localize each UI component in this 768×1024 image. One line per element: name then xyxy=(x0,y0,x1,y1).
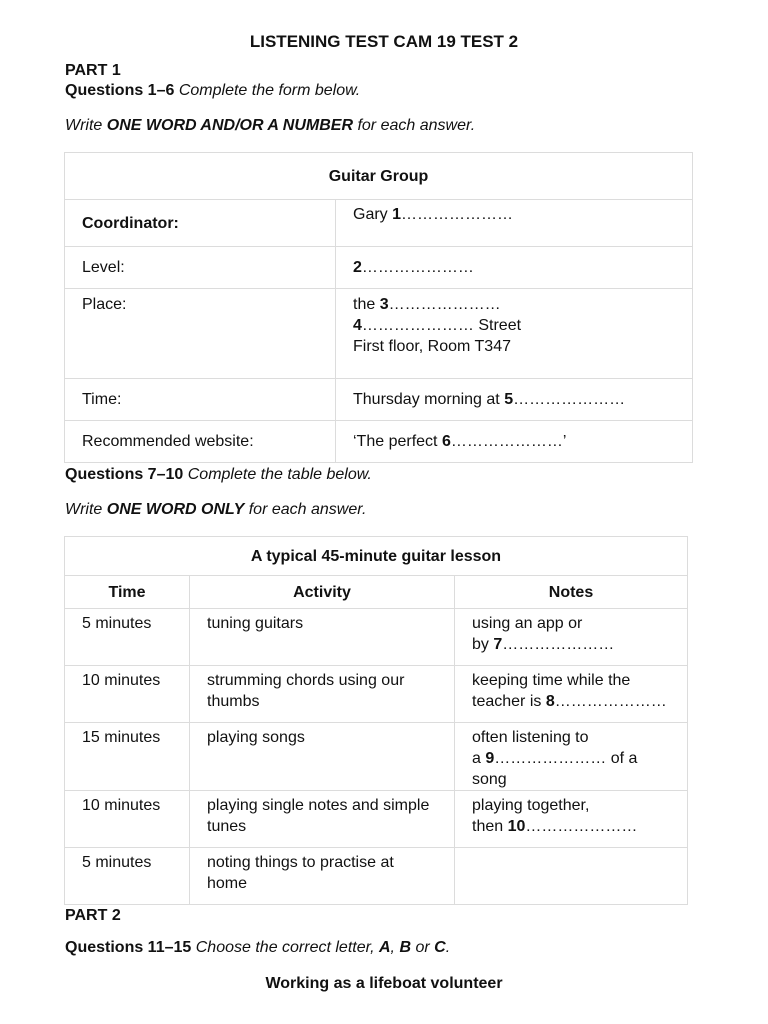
row-time: 10 minutes xyxy=(65,791,190,848)
part2-heading: PART 2 xyxy=(65,907,121,924)
column-header-notes: Notes xyxy=(455,576,688,609)
row-activity: playing single notes and simple tunes xyxy=(190,791,455,848)
row-activity: strumming chords using our thumbs xyxy=(190,666,455,723)
q11-15-instruction xyxy=(65,939,450,957)
value-text: the xyxy=(353,296,380,313)
question-number: 8 xyxy=(545,693,555,710)
write-post: for each answer. xyxy=(357,117,476,134)
row-time: 10 minutes xyxy=(65,666,190,723)
table-row xyxy=(65,723,688,791)
answer-blank: ………………… xyxy=(502,636,615,653)
row-notes xyxy=(455,848,688,905)
guitar-group-form xyxy=(64,152,693,463)
form-label: Level: xyxy=(65,247,336,289)
q11-15-label: Questions 11–15 xyxy=(65,939,192,956)
lesson-heading-row xyxy=(65,537,688,576)
q7-10-instruction xyxy=(65,466,372,484)
row-time: 5 minutes xyxy=(65,609,190,666)
guitar-lesson-table xyxy=(64,536,688,905)
form-value xyxy=(336,379,693,421)
answer-blank: ………………… xyxy=(401,206,514,223)
row-notes xyxy=(455,791,688,848)
value-text: Thursday morning at xyxy=(353,391,505,408)
write-post: for each answer. xyxy=(248,501,367,518)
notes-line-1: keeping time while the xyxy=(472,672,631,689)
answer-blank: ………………… xyxy=(525,818,638,835)
q1-6-label: Questions 1–6 xyxy=(65,82,175,99)
row-activity: playing songs xyxy=(190,723,455,791)
form-value xyxy=(336,200,693,247)
form-row-level xyxy=(65,247,693,289)
form-value xyxy=(336,421,693,463)
form-heading-row xyxy=(65,153,693,200)
notes-line-2 xyxy=(472,816,670,837)
q1-6-text: Complete the form below. xyxy=(178,82,361,99)
q7-10-label: Questions 7–10 xyxy=(65,466,184,483)
lesson-heading: A typical 45-minute guitar lesson xyxy=(65,537,688,576)
notes-text: of a song xyxy=(472,750,638,788)
q1-6-write-instruction xyxy=(65,117,475,135)
page-title: LISTENING TEST CAM 19 TEST 2 xyxy=(249,32,519,51)
write-bold: ONE WORD ONLY xyxy=(106,501,245,518)
separator: , xyxy=(390,939,395,956)
form-row-time xyxy=(65,379,693,421)
value-text: ‘The perfect xyxy=(353,433,442,450)
q7-10-write-instruction xyxy=(65,501,366,519)
form-value xyxy=(336,247,693,289)
question-number: 9 xyxy=(485,750,495,767)
row-notes xyxy=(455,723,688,791)
q7-10-text: Complete the table below. xyxy=(187,466,372,483)
answer-blank: ………………… xyxy=(450,433,563,450)
notes-line-1: often listening to xyxy=(472,729,589,746)
notes-line-1: using an app or xyxy=(472,615,583,632)
q1-6-instruction xyxy=(65,82,360,100)
place-line-2 xyxy=(353,315,675,336)
lesson-column-headers xyxy=(65,576,688,609)
table-row xyxy=(65,848,688,905)
value-text: Street xyxy=(473,317,522,334)
form-row-place xyxy=(65,289,693,379)
question-number: 10 xyxy=(507,818,526,835)
form-row-coordinator xyxy=(65,200,693,247)
separator: . xyxy=(445,939,451,956)
answer-blank: ………………… xyxy=(513,391,626,408)
form-value xyxy=(336,289,693,379)
row-time: 5 minutes xyxy=(65,848,190,905)
form-label: Time: xyxy=(65,379,336,421)
row-notes xyxy=(455,609,688,666)
section-title: Working as a lifeboat volunteer xyxy=(265,975,503,992)
question-number: 1 xyxy=(392,206,402,223)
notes-text: a xyxy=(472,750,486,767)
answer-blank: ………………… xyxy=(388,296,501,313)
option-letter-a: A xyxy=(378,939,391,956)
q11-15-text xyxy=(196,939,450,956)
question-number: 3 xyxy=(379,296,389,313)
table-row xyxy=(65,666,688,723)
question-number: 4 xyxy=(353,317,362,334)
write-pre: Write xyxy=(65,501,103,518)
answer-blank: ………………… xyxy=(554,693,667,710)
form-label: Coordinator: xyxy=(65,200,336,247)
instruction-text: or xyxy=(415,939,430,956)
answer-blank: ………………… xyxy=(361,317,474,334)
place-line-1 xyxy=(353,294,675,315)
value-text: Gary xyxy=(353,206,393,223)
question-number: 5 xyxy=(504,391,514,408)
question-number: 6 xyxy=(441,433,451,450)
table-row xyxy=(65,609,688,666)
notes-line-2 xyxy=(472,748,670,790)
instruction-text: Choose the correct letter, xyxy=(195,939,375,956)
write-pre: Write xyxy=(65,117,103,134)
notes-text: by xyxy=(472,636,494,653)
option-letter-c: C xyxy=(434,939,446,956)
notes-text: teacher is xyxy=(472,693,546,710)
table-row xyxy=(65,791,688,848)
write-bold: ONE WORD AND/OR A NUMBER xyxy=(106,117,353,134)
row-notes xyxy=(455,666,688,723)
form-heading: Guitar Group xyxy=(65,153,693,200)
notes-line-2 xyxy=(472,634,670,655)
row-activity: tuning guitars xyxy=(190,609,455,666)
value-text: ’ xyxy=(562,433,567,450)
row-activity: noting things to practise at home xyxy=(190,848,455,905)
part1-heading: PART 1 xyxy=(65,62,121,79)
form-row-website xyxy=(65,421,693,463)
column-header-activity: Activity xyxy=(190,576,455,609)
notes-line-2 xyxy=(472,691,670,712)
form-label: Recommended website: xyxy=(65,421,336,463)
form-label: Place: xyxy=(65,289,336,379)
question-number: 2 xyxy=(353,259,362,276)
notes-text: then xyxy=(472,818,508,835)
column-header-time: Time xyxy=(65,576,190,609)
notes-line-1: playing together, xyxy=(472,797,590,814)
answer-blank: ………………… xyxy=(361,259,474,276)
place-line-3: First floor, Room T347 xyxy=(353,338,511,355)
question-number: 7 xyxy=(493,636,503,653)
option-letter-b: B xyxy=(399,939,411,956)
row-time: 15 minutes xyxy=(65,723,190,791)
answer-blank: ………………… xyxy=(494,750,607,767)
